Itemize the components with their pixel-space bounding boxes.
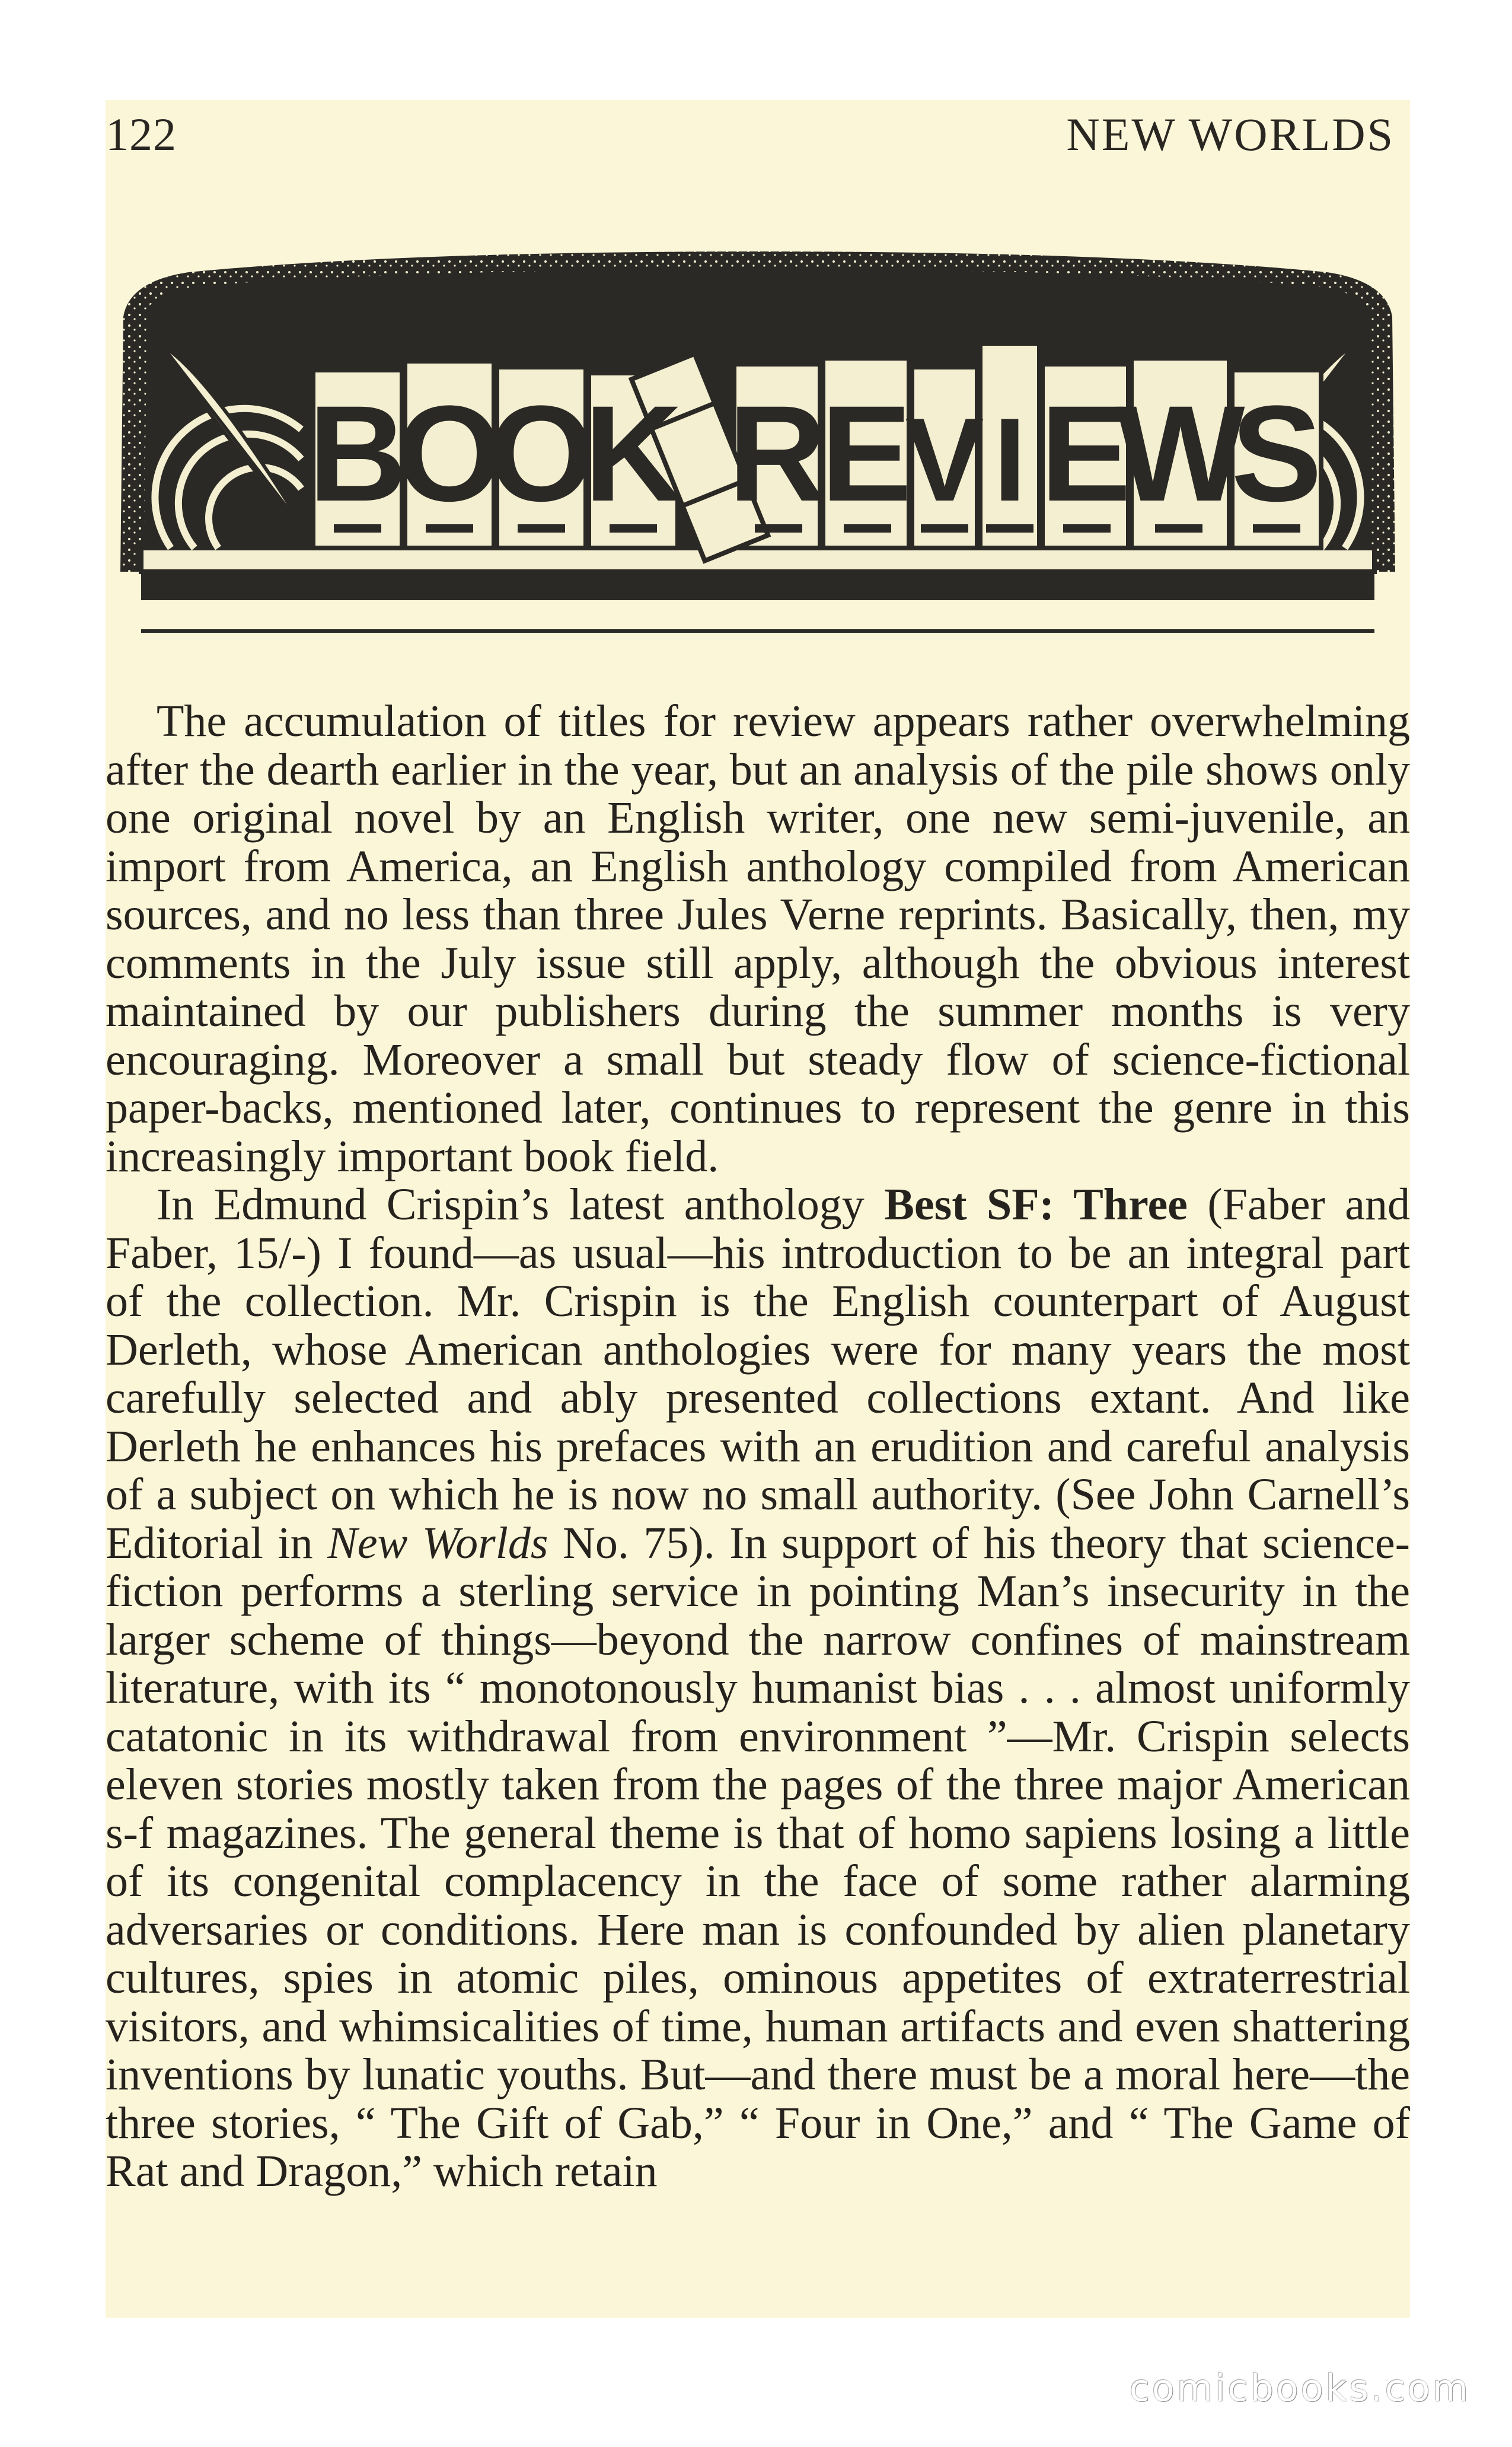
svg-text:V: V [905,394,984,526]
watermark: comicbooks.com [1129,2366,1470,2410]
svg-text:I: I [993,394,1026,526]
svg-text:K: K [583,377,683,530]
svg-text:E: E [821,377,912,530]
svg-text:O: O [488,377,595,530]
book-page [106,100,1410,2318]
svg-text:B: B [308,377,407,530]
quill-and-bookshelf-icon [106,216,1410,655]
svg-text:E: E [1040,377,1131,530]
text-run: In Edmund Crispin’s latest anthology [157,1180,885,1229]
page-header [106,100,1410,171]
svg-text:S: S [1231,377,1322,530]
book-title: Best SF: Three [884,1180,1188,1229]
review-article [106,697,1410,2196]
magazine-title: New Worlds [327,1518,548,1568]
book-reviews-banner [106,216,1410,655]
text-run: (Faber and Faber, 15/-) I found—as usual—his introduction to be an integral part of the collection. Mr. Crispin is the English counterpart of August Derleth, whose American anthologies were for many years the most carefully selected and ably presented collections extant. And like Derleth he enhances his prefaces with an erudition and careful analysis of a subject on which he is now no small authority. (See John Carnell’s Editorial in [106,1180,1410,1568]
svg-text:O: O [396,377,503,530]
paragraph [106,1181,1410,2196]
svg-text:R: R [728,377,827,530]
page-number: 122 [106,109,177,160]
paragraph: The accumulation of titles for review appears rather overwhelming after the dearth earlier in the year, but an analysis of the pile shows only one original novel by an English writer, one new semi-juvenile, an import from America, an English anthology compiled from American sources, and no less than three Jules Verne reprints. Basically, then, my comments in the July issue still apply, although the obvious interest maintained by our publishers during the summer months is very encouraging. Moreover a small but steady flow of science-fictional paper-backs, mentioned later, continues to represent the genre in this increasingly important book field. [106,696,1410,1181]
running-title: NEW WORLDS [1066,109,1395,160]
text-run: No. 75). In support of his theory that science-fiction performs a sterling service in pointing Man’s insecurity in the larger scheme of things—beyond the narrow confines of mainstream literature, with its “ monotonously humanist bias . . . almost uniformly catatonic in its withdrawal from environment ”—Mr. Crispin selects eleven stories mostly taken from the pages of the three major American s-f magazines. The general theme is that of homo sapiens losing a little of its congenital complacency in the face of some rather alarming adversaries or conditions. Here man is confounded by alien planetary cultures, spies in atomic piles, ominous appetites of extraterrestrial visitors, and whimsicalities of time, human artifacts and even shattering inventions by lunatic youths. But—and there must be a moral here—the three stories, “ The Gift of Gab,” “ Four in One,” and “ The Game of Rat and Dragon,” which retain [106,1518,1410,2196]
svg-text:W: W [1116,377,1245,530]
